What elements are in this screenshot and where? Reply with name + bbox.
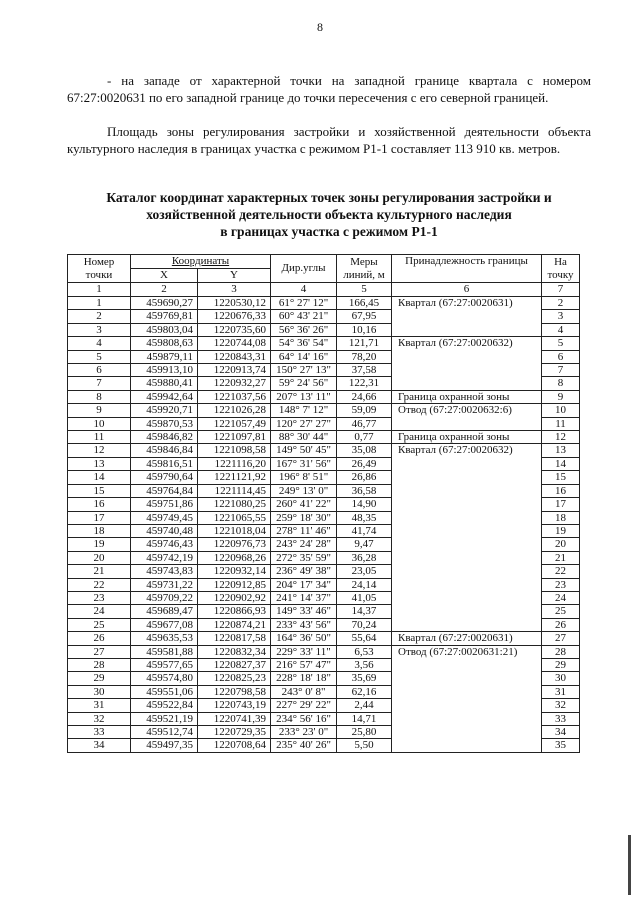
- x-coordinate-cell: 459677,08: [131, 618, 198, 631]
- line-measure-cell: 41,74: [337, 524, 392, 537]
- column-number: 3: [198, 283, 271, 297]
- direction-angle-cell: 164° 36' 50": [271, 632, 337, 645]
- point-number-cell: 7: [68, 377, 131, 390]
- column-number-row: [68, 283, 580, 297]
- line-measure-cell: 62,16: [337, 685, 392, 698]
- direction-angle-cell: 59° 24' 56": [271, 377, 337, 390]
- header-x: X: [131, 269, 198, 283]
- x-coordinate-cell: 459742,19: [131, 551, 198, 564]
- direction-angle-cell: 148° 7' 12": [271, 404, 337, 417]
- line-measure-cell: 5,50: [337, 739, 392, 752]
- paragraph-text: Площадь зоны регулирования застройки и хозяйственной деятельности объекта культурного наследия в границах участка с режимом Р1-1 составляет 113 910 кв. метров.: [67, 124, 591, 156]
- to-point-cell: 9: [542, 390, 580, 403]
- to-point-cell: 3: [542, 310, 580, 323]
- point-number-cell: 6: [68, 364, 131, 377]
- direction-angle-cell: 234° 56' 16": [271, 712, 337, 725]
- boundary-owner-cell: Граница охранной зоны: [392, 390, 542, 403]
- x-coordinate-cell: 459740,48: [131, 524, 198, 537]
- y-coordinate-cell: 1220741,39: [198, 712, 271, 725]
- to-point-cell: 21: [542, 551, 580, 564]
- y-coordinate-cell: 1221121,92: [198, 471, 271, 484]
- table-row: [68, 431, 580, 444]
- x-coordinate-cell: 459577,65: [131, 658, 198, 671]
- point-number-cell: 13: [68, 457, 131, 470]
- line-measure-cell: 36,28: [337, 551, 392, 564]
- direction-angle-cell: 207° 13' 11": [271, 390, 337, 403]
- column-number: 7: [542, 283, 580, 297]
- to-point-cell: 29: [542, 658, 580, 671]
- point-number-cell: 20: [68, 551, 131, 564]
- to-point-cell: 27: [542, 632, 580, 645]
- y-coordinate-cell: 1220902,92: [198, 591, 271, 604]
- coordinates-table: [67, 254, 580, 753]
- x-coordinate-cell: 459816,51: [131, 457, 198, 470]
- line-measure-cell: 122,31: [337, 377, 392, 390]
- line-measure-cell: 36,58: [337, 484, 392, 497]
- to-point-cell: 2: [542, 297, 580, 310]
- direction-angle-cell: 54° 36' 54": [271, 337, 337, 350]
- direction-angle-cell: 243° 0' 8": [271, 685, 337, 698]
- to-point-cell: 10: [542, 404, 580, 417]
- to-point-cell: 16: [542, 484, 580, 497]
- to-point-cell: 5: [542, 337, 580, 350]
- x-coordinate-cell: 459870,53: [131, 417, 198, 430]
- point-number-cell: 8: [68, 390, 131, 403]
- line-measure-cell: 166,45: [337, 297, 392, 310]
- table-row: [68, 390, 580, 403]
- to-point-cell: 4: [542, 323, 580, 336]
- line-measure-cell: 55,64: [337, 632, 392, 645]
- y-coordinate-cell: 1220817,58: [198, 632, 271, 645]
- y-coordinate-cell: 1220976,73: [198, 538, 271, 551]
- y-coordinate-cell: 1220913,74: [198, 364, 271, 377]
- direction-angle-cell: 236° 49' 38": [271, 565, 337, 578]
- to-point-cell: 6: [542, 350, 580, 363]
- to-point-cell: 19: [542, 524, 580, 537]
- to-point-cell: 18: [542, 511, 580, 524]
- paragraph-area: [67, 124, 591, 157]
- to-point-cell: 30: [542, 672, 580, 685]
- y-coordinate-cell: 1221065,55: [198, 511, 271, 524]
- direction-angle-cell: 204° 17' 34": [271, 578, 337, 591]
- line-measure-cell: 2,44: [337, 699, 392, 712]
- to-point-cell: 11: [542, 417, 580, 430]
- line-measure-cell: 46,77: [337, 417, 392, 430]
- boundary-owner-cell: Квартал (67:27:0020631): [392, 297, 542, 337]
- to-point-cell: 28: [542, 645, 580, 658]
- to-point-cell: 31: [542, 685, 580, 698]
- line-measure-cell: 24,14: [337, 578, 392, 591]
- header-coordinates: Координаты: [131, 255, 271, 269]
- point-number-cell: 21: [68, 565, 131, 578]
- header-angles: Дир.углы: [271, 255, 337, 283]
- direction-angle-cell: 233° 43' 56": [271, 618, 337, 631]
- point-number-cell: 23: [68, 591, 131, 604]
- line-measure-cell: 37,58: [337, 364, 392, 377]
- point-number-cell: 25: [68, 618, 131, 631]
- line-measure-cell: 14,90: [337, 498, 392, 511]
- to-point-cell: 7: [542, 364, 580, 377]
- y-coordinate-cell: 1220708,64: [198, 739, 271, 752]
- y-coordinate-cell: 1221037,56: [198, 390, 271, 403]
- to-point-cell: 33: [542, 712, 580, 725]
- x-coordinate-cell: 459635,53: [131, 632, 198, 645]
- y-coordinate-cell: 1220743,19: [198, 699, 271, 712]
- direction-angle-cell: 235° 40' 26": [271, 739, 337, 752]
- y-coordinate-cell: 1220735,60: [198, 323, 271, 336]
- x-coordinate-cell: 459689,47: [131, 605, 198, 618]
- y-coordinate-cell: 1221057,49: [198, 417, 271, 430]
- point-number-cell: 1: [68, 297, 131, 310]
- table-row: [68, 444, 580, 457]
- boundary-owner-cell: Квартал (67:27:0020632): [392, 444, 542, 632]
- line-measure-cell: 3,56: [337, 658, 392, 671]
- line-measure-cell: 48,35: [337, 511, 392, 524]
- point-number-cell: 24: [68, 605, 131, 618]
- direction-angle-cell: 61° 27' 12": [271, 297, 337, 310]
- point-number-cell: 32: [68, 712, 131, 725]
- scan-edge-mark: [628, 835, 631, 895]
- point-number-cell: 22: [68, 578, 131, 591]
- x-coordinate-cell: 459522,84: [131, 699, 198, 712]
- to-point-cell: 17: [542, 498, 580, 511]
- x-coordinate-cell: 459769,81: [131, 310, 198, 323]
- y-coordinate-cell: 1220798,58: [198, 685, 271, 698]
- point-number-cell: 31: [68, 699, 131, 712]
- line-measure-cell: 14,37: [337, 605, 392, 618]
- to-point-cell: 15: [542, 471, 580, 484]
- x-coordinate-cell: 459746,43: [131, 538, 198, 551]
- point-number-cell: 18: [68, 524, 131, 537]
- y-coordinate-cell: 1221116,20: [198, 457, 271, 470]
- x-coordinate-cell: 459574,80: [131, 672, 198, 685]
- point-number-cell: 5: [68, 350, 131, 363]
- point-number-cell: 29: [68, 672, 131, 685]
- x-coordinate-cell: 459913,10: [131, 364, 198, 377]
- x-coordinate-cell: 459942,64: [131, 390, 198, 403]
- direction-angle-cell: 241° 14' 37": [271, 591, 337, 604]
- line-measure-cell: 35,08: [337, 444, 392, 457]
- x-coordinate-cell: 459803,04: [131, 323, 198, 336]
- point-number-cell: 10: [68, 417, 131, 430]
- page-number: 8: [317, 20, 323, 34]
- x-coordinate-cell: 459512,74: [131, 726, 198, 739]
- x-coordinate-cell: 459846,82: [131, 431, 198, 444]
- column-number: 6: [392, 283, 542, 297]
- x-coordinate-cell: 459497,35: [131, 739, 198, 752]
- header-to-point: На точку: [542, 255, 580, 283]
- header-y: Y: [198, 269, 271, 283]
- point-number-cell: 15: [68, 484, 131, 497]
- point-number-cell: 33: [68, 726, 131, 739]
- point-number-cell: 9: [68, 404, 131, 417]
- table-header: [68, 255, 580, 297]
- to-point-cell: 34: [542, 726, 580, 739]
- y-coordinate-cell: 1220932,14: [198, 565, 271, 578]
- point-number-cell: 2: [68, 310, 131, 323]
- x-coordinate-cell: 459880,41: [131, 377, 198, 390]
- catalog-title: [67, 189, 591, 240]
- y-coordinate-cell: 1221114,45: [198, 484, 271, 497]
- table-row: [68, 645, 580, 658]
- y-coordinate-cell: 1220912,85: [198, 578, 271, 591]
- line-measure-cell: 9,47: [337, 538, 392, 551]
- line-measure-cell: 26,86: [337, 471, 392, 484]
- x-coordinate-cell: 459521,19: [131, 712, 198, 725]
- to-point-cell: 12: [542, 431, 580, 444]
- to-point-cell: 35: [542, 739, 580, 752]
- direction-angle-cell: 216° 57' 47": [271, 658, 337, 671]
- point-number-cell: 14: [68, 471, 131, 484]
- y-coordinate-cell: 1221026,28: [198, 404, 271, 417]
- to-point-cell: 32: [542, 699, 580, 712]
- y-coordinate-cell: 1220874,21: [198, 618, 271, 631]
- direction-angle-cell: 149° 33' 46": [271, 605, 337, 618]
- boundary-owner-cell: Отвод (67:27:0020631:21): [392, 645, 542, 752]
- column-number: 2: [131, 283, 198, 297]
- line-measure-cell: 78,20: [337, 350, 392, 363]
- point-number-cell: 30: [68, 685, 131, 698]
- direction-angle-cell: 149° 50' 45": [271, 444, 337, 457]
- line-measure-cell: 67,95: [337, 310, 392, 323]
- point-number-cell: 4: [68, 337, 131, 350]
- to-point-cell: 24: [542, 591, 580, 604]
- x-coordinate-cell: 459743,83: [131, 565, 198, 578]
- to-point-cell: 8: [542, 377, 580, 390]
- x-coordinate-cell: 459764,84: [131, 484, 198, 497]
- direction-angle-cell: 259° 18' 30": [271, 511, 337, 524]
- direction-angle-cell: 64° 14' 16": [271, 350, 337, 363]
- y-coordinate-cell: 1220729,35: [198, 726, 271, 739]
- catalog-title-line: в границах участка с режимом Р1-1: [220, 224, 438, 239]
- line-measure-cell: 26,49: [337, 457, 392, 470]
- point-number-cell: 27: [68, 645, 131, 658]
- table-row: [68, 297, 580, 310]
- direction-angle-cell: 227° 29' 22": [271, 699, 337, 712]
- point-number-cell: 19: [68, 538, 131, 551]
- to-point-cell: 20: [542, 538, 580, 551]
- y-coordinate-cell: 1220827,37: [198, 658, 271, 671]
- direction-angle-cell: 228° 18' 18": [271, 672, 337, 685]
- y-coordinate-cell: 1220932,27: [198, 377, 271, 390]
- point-number-cell: 34: [68, 739, 131, 752]
- table-row: [68, 337, 580, 350]
- point-number-cell: 16: [68, 498, 131, 511]
- line-measure-cell: 14,71: [337, 712, 392, 725]
- point-number-cell: 12: [68, 444, 131, 457]
- point-number-cell: 17: [68, 511, 131, 524]
- line-measure-cell: 24,66: [337, 390, 392, 403]
- to-point-cell: 22: [542, 565, 580, 578]
- line-measure-cell: 10,16: [337, 323, 392, 336]
- paragraph-text: - на западе от характерной точки на западной границе квартала с номером 67:27:0020631 по его западной границе до точки пересечения с его северной границей.: [67, 73, 591, 105]
- x-coordinate-cell: 459749,45: [131, 511, 198, 524]
- direction-angle-cell: 60° 43' 21": [271, 310, 337, 323]
- line-measure-cell: 23,05: [337, 565, 392, 578]
- x-coordinate-cell: 459551,06: [131, 685, 198, 698]
- header-measures: Меры линий, м: [337, 255, 392, 283]
- to-point-cell: 23: [542, 578, 580, 591]
- direction-angle-cell: 167° 31' 56": [271, 457, 337, 470]
- direction-angle-cell: 120° 27' 27": [271, 417, 337, 430]
- line-measure-cell: 25,80: [337, 726, 392, 739]
- to-point-cell: 13: [542, 444, 580, 457]
- boundary-owner-cell: Квартал (67:27:0020631): [392, 632, 542, 645]
- x-coordinate-cell: 459709,22: [131, 591, 198, 604]
- to-point-cell: 14: [542, 457, 580, 470]
- direction-angle-cell: 88° 30' 44": [271, 431, 337, 444]
- x-coordinate-cell: 459690,27: [131, 297, 198, 310]
- direction-angle-cell: 260° 41' 22": [271, 498, 337, 511]
- line-measure-cell: 6,53: [337, 645, 392, 658]
- direction-angle-cell: 56° 36' 26": [271, 323, 337, 336]
- header-boundary: Принадлежность границы: [392, 255, 542, 283]
- y-coordinate-cell: 1221080,25: [198, 498, 271, 511]
- line-measure-cell: 59,09: [337, 404, 392, 417]
- x-coordinate-cell: 459731,22: [131, 578, 198, 591]
- y-coordinate-cell: 1220744,08: [198, 337, 271, 350]
- y-coordinate-cell: 1221018,04: [198, 524, 271, 537]
- direction-angle-cell: 272° 35' 59": [271, 551, 337, 564]
- catalog-title-line: хозяйственной деятельности объекта культурного наследия: [146, 207, 512, 222]
- to-point-cell: 26: [542, 618, 580, 631]
- x-coordinate-cell: 459879,11: [131, 350, 198, 363]
- table-row: [68, 404, 580, 417]
- point-number-cell: 11: [68, 431, 131, 444]
- header-point-number: Номер точки: [68, 255, 131, 283]
- boundary-owner-cell: Граница охранной зоны: [392, 431, 542, 444]
- line-measure-cell: 70,24: [337, 618, 392, 631]
- table-row: [68, 632, 580, 645]
- direction-angle-cell: 278° 11' 46": [271, 524, 337, 537]
- y-coordinate-cell: 1220968,26: [198, 551, 271, 564]
- line-measure-cell: 41,05: [337, 591, 392, 604]
- y-coordinate-cell: 1220832,34: [198, 645, 271, 658]
- x-coordinate-cell: 459581,88: [131, 645, 198, 658]
- to-point-cell: 25: [542, 605, 580, 618]
- y-coordinate-cell: 1220843,31: [198, 350, 271, 363]
- x-coordinate-cell: 459808,63: [131, 337, 198, 350]
- column-number: 1: [68, 283, 131, 297]
- x-coordinate-cell: 459751,86: [131, 498, 198, 511]
- y-coordinate-cell: 1221097,81: [198, 431, 271, 444]
- y-coordinate-cell: 1220530,12: [198, 297, 271, 310]
- x-coordinate-cell: 459790,64: [131, 471, 198, 484]
- table-body: [68, 297, 580, 753]
- direction-angle-cell: 243° 24' 28": [271, 538, 337, 551]
- direction-angle-cell: 196° 8' 51": [271, 471, 337, 484]
- y-coordinate-cell: 1220676,33: [198, 310, 271, 323]
- direction-angle-cell: 150° 27' 13": [271, 364, 337, 377]
- line-measure-cell: 0,77: [337, 431, 392, 444]
- x-coordinate-cell: 459846,84: [131, 444, 198, 457]
- paragraph-west-boundary: [67, 73, 591, 106]
- catalog-title-line: Каталог координат характерных точек зоны регулирования застройки и: [106, 190, 552, 205]
- point-number-cell: 3: [68, 323, 131, 336]
- line-measure-cell: 121,71: [337, 337, 392, 350]
- direction-angle-cell: 233° 23' 0": [271, 726, 337, 739]
- column-number: 4: [271, 283, 337, 297]
- line-measure-cell: 35,69: [337, 672, 392, 685]
- boundary-owner-cell: Квартал (67:27:0020632): [392, 337, 542, 391]
- y-coordinate-cell: 1220866,93: [198, 605, 271, 618]
- x-coordinate-cell: 459920,71: [131, 404, 198, 417]
- point-number-cell: 28: [68, 658, 131, 671]
- column-number: 5: [337, 283, 392, 297]
- boundary-owner-cell: Отвод (67:27:0020632:6): [392, 404, 542, 431]
- direction-angle-cell: 229° 33' 11": [271, 645, 337, 658]
- point-number-cell: 26: [68, 632, 131, 645]
- direction-angle-cell: 249° 13' 0": [271, 484, 337, 497]
- y-coordinate-cell: 1220825,23: [198, 672, 271, 685]
- y-coordinate-cell: 1221098,58: [198, 444, 271, 457]
